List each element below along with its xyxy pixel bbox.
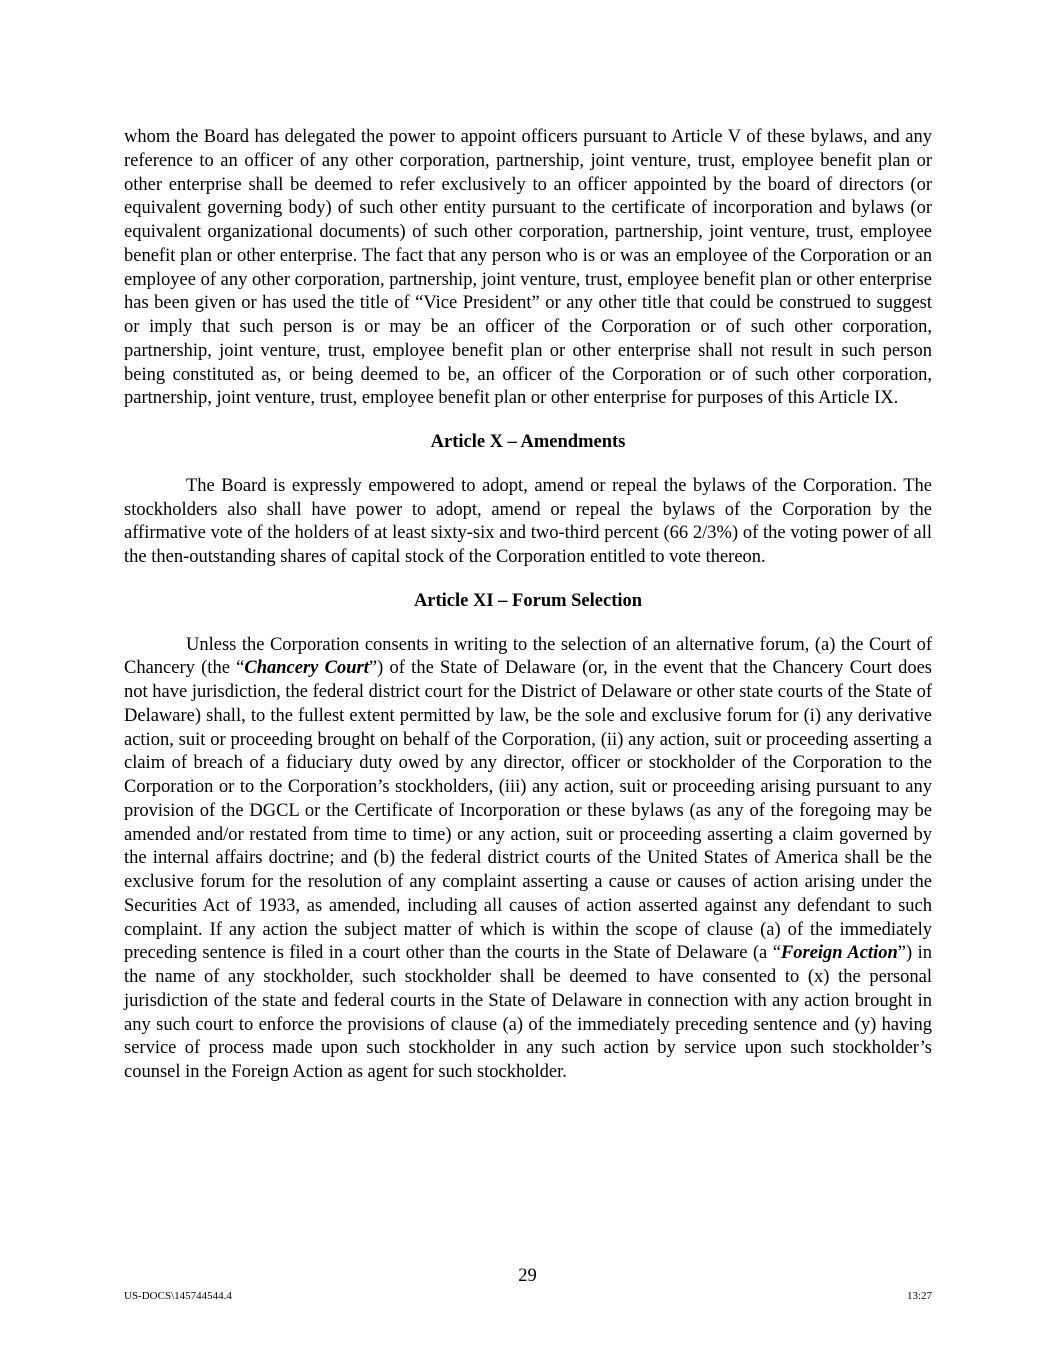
document-id: US-DOCS\145744544.4 (124, 1290, 232, 1302)
continuation-paragraph: whom the Board has delegated the power to appoint officers pursuant to Article V of these bylaws, and any reference to an officer of any other corporation, partnership, joint venture, trust, employee benefit plan or other enterprise shall be deemed to refer exclusively to an officer appointed by the board of directors (or equivalent governing body) of such other entity pursuant to the certificate of incorporation and bylaws (or equivalent organizational documents) of such other corporation, partnership, joint venture, trust, employee benefit plan or other enterprise. The fact that any person who is or was an employee of the Corporation or an employee of any other corporation, partnership, joint venture, trust, employee benefit plan or other enterprise has been given or has used the title of “Vice President” or any other title that could be construed to suggest or imply that such person is or may be an officer of the Corporation or of such other corporation, partnership, joint venture, trust, employee benefit plan or other enterprise shall not result in such person being constituted as, or being deemed to be, an officer of the Corporation or of such other corporation, partnership, joint venture, trust, employee benefit plan or other enterprise for purposes of this Article IX. (124, 127, 932, 409)
footer-time: 13:27 (906, 1290, 932, 1302)
article-x-body: The Board is expressly empowered to adopt, amend or repeal the bylaws of the Corporation. The stockholders also shall have power to adopt, amend or repeal the bylaws of the Corporation by the affirmative vote of the holders of at least sixty-six and two-third percent (66 2/3%) of the voting power of all the then-outstanding shares of capital stock of the Corporation entitled to vote thereon. (124, 475, 932, 567)
article-xi-body (124, 634, 932, 1085)
article-xi-text-3: ”) in the name of any stockholder, such stockholder shall be deemed to have consented to (x) the personal jurisdiction of the state and federal courts in the State of Delaware in connection with any action brought in any such court to enforce the provisions of clause (a) of the immediately preceding sentence and (y) having service of process made upon such stockholder in any such action by service upon such stockholder’s counsel in the Foreign Action as agent for such stockholder. (124, 943, 932, 1082)
page-number: 29 (518, 1266, 537, 1286)
article-xi-heading: Article XI – Forum Selection (413, 590, 643, 611)
article-xi-text-1: Unless the Corporation consents in writing to the selection of an alternative forum, (a) the Court of Chancery (the “ (124, 634, 932, 679)
article-x-heading: Article X – Amendments (430, 432, 626, 452)
defined-term-chancery-court: Chancery Court (244, 658, 369, 679)
article-xi-text-2: ”) of the State of Delaware (or, in the event that the Chancery Court does not have jurisdiction, the federal district court for the District of Delaware or other state courts of the State of Delaware) shall, to the fullest extent permitted by law, be the sole and exclusive forum for (i) any derivative action, suit or proceeding brought on behalf of the Corporation, (ii) any action, suit or proceeding asserting a claim of breach of a fiduciary duty owed by any director, officer or stockholder of the Corporation to the Corporation or to the Corporation’s stockholders, (iii) any action, suit or proceeding arising pursuant to any provision of the DGCL or the Certificate of Incorporation or these bylaws (as any of the foregoing may be amended and/or restated from time to time) or any action, suit or proceeding asserting a claim governed by the internal affairs doctrine; and (b) the federal district courts of the United States of America shall be the exclusive forum for the resolution of any complaint asserting a cause or causes of action arising under the Securities Act of 1933, as amended, including all causes of action asserted against any defendant to such complaint. If any action the subject matter of which is within the scope of clause (a) of the immediately preceding sentence is filed in a court other than the courts in the State of Delaware (a “ (124, 658, 933, 964)
defined-term-foreign-action: Foreign Action (780, 943, 898, 964)
document-page (124, 126, 932, 1085)
